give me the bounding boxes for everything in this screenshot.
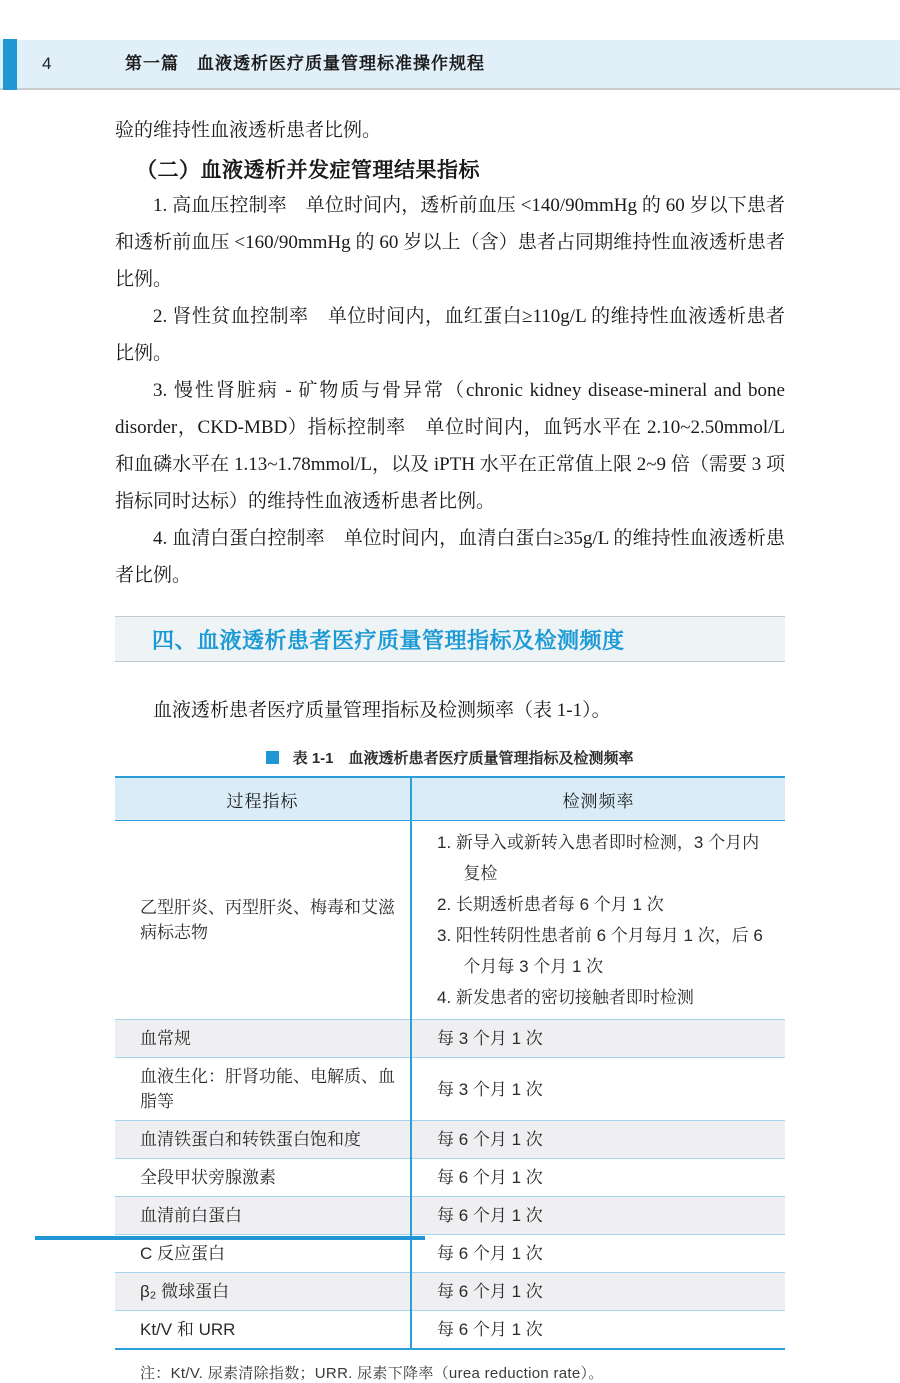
table-header-row [115,777,785,821]
indicator-cell: 全段甲状旁腺激素 [115,1159,411,1197]
table-body [115,821,785,1350]
table-caption [115,747,785,768]
table-row [115,1273,785,1311]
table-header [115,777,785,821]
frequency-cell: 每 6 个月 1 次 [411,1121,785,1159]
frequency-cell: 每 6 个月 1 次 [411,1197,785,1235]
frequency-list-item: 1. 新导入或新转入患者即时检测，3 个月内复检 [437,833,760,883]
paragraph-hypertension: 1. 高血压控制率 单位时间内，透析前血压 <140/90mmHg 的 60 岁以下患者和透析前血压 <160/90mmHg 的 60 岁以上（含）患者占同期维持性血液透析患者比例。 [115,195,785,290]
intro-line: 验的维持性血液透析患者比例。 [115,120,382,141]
indicator-cell: 血清前白蛋白 [115,1197,411,1235]
table-row [115,1159,785,1197]
table-row [115,1235,785,1273]
running-header-title: 第一篇 血液透析医疗质量管理标准操作规程 [125,54,485,73]
frequency-cell: 每 6 个月 1 次 [411,1235,785,1273]
header-accent-square-icon [3,39,17,90]
paragraph-anemia: 2. 肾性贫血控制率 单位时间内，血红蛋白≥110g/L 的维持性血液透析患者比例。 [115,306,785,364]
frequency-cell: 每 3 个月 1 次 [411,1020,785,1058]
indicator-cell: 血常规 [115,1020,411,1058]
table-row [115,1020,785,1058]
section-band [115,616,785,662]
frequency-list-item: 3. 阳性转阴性患者前 6 个月每月 1 次，后 6 个月每 3 个月 1 次 [437,926,763,976]
indicator-cell: 乙型肝炎、丙型肝炎、梅毒和艾滋病标志物 [115,821,411,1020]
lead-paragraph: 血液透析患者医疗质量管理指标及检测频率（表 1-1）。 [153,700,611,721]
indicator-cell: C 反应蛋白 [115,1235,411,1273]
frequency-list-item: 4. 新发患者的密切接触者即时检测 [437,988,694,1007]
frequency-cell: 每 3 个月 1 次 [411,1058,785,1121]
page-content [115,90,785,1383]
table-row [115,1121,785,1159]
section-title: 四、血液透析患者医疗质量管理指标及检测频度 [152,627,625,653]
indicator-cell: 血液生化：肝肾功能、电解质、血脂等 [115,1058,411,1121]
indicator-cell: Kt/V 和 URR [115,1311,411,1350]
caption-bullet-icon [266,751,279,764]
footer-accent-bar [35,1236,425,1240]
indicator-cell: 血清铁蛋白和转铁蛋白饱和度 [115,1121,411,1159]
table-caption-text: 表 1-1 血液透析患者医疗质量管理指标及检测频率 [292,750,634,767]
table-row [115,1311,785,1350]
table-row [115,821,785,1020]
column-header-frequency: 检测频率 [411,777,785,821]
running-header [0,40,900,90]
frequency-cell: 每 6 个月 1 次 [411,1159,785,1197]
paragraph-albumin: 4. 血清白蛋白控制率 单位时间内，血清白蛋白≥35g/L 的维持性血液透析患者比例。 [115,528,785,586]
column-header-process-indicator: 过程指标 [115,777,411,821]
frequency-cell: 每 6 个月 1 次 [411,1273,785,1311]
frequency-list-item: 2. 长期透析患者每 6 个月 1 次 [437,895,664,914]
frequency-cell: 每 6 个月 1 次 [411,1311,785,1350]
paragraph-ckd-mbd: 3. 慢性肾脏病 - 矿物质与骨异常（chronic kidney disease-mineral and bone disorder，CKD-MBD）指标控制率 单位时间内，血钙水平在 2.10~2.50mmol/L 和血磷水平在 1.13~1.78mmol/L，以及 iPTH 水平在正常值上限 2~9 倍（需要 3 项指标同时达标）的维持性血液透析患者比例。 [115,380,785,512]
table-row [115,1197,785,1235]
indicators-table [115,776,785,1350]
subsection-heading: （二）血液透析并发症管理结果指标 [136,159,480,182]
table-note: 注：Kt/V. 尿素清除指数；URR. 尿素下降率（urea reduction rate）。 [140,1365,604,1382]
frequency-cell [411,821,785,1020]
indicator-cell: β₂ 微球蛋白 [115,1273,411,1311]
page-number: 4 [42,54,52,73]
table-row [115,1058,785,1121]
